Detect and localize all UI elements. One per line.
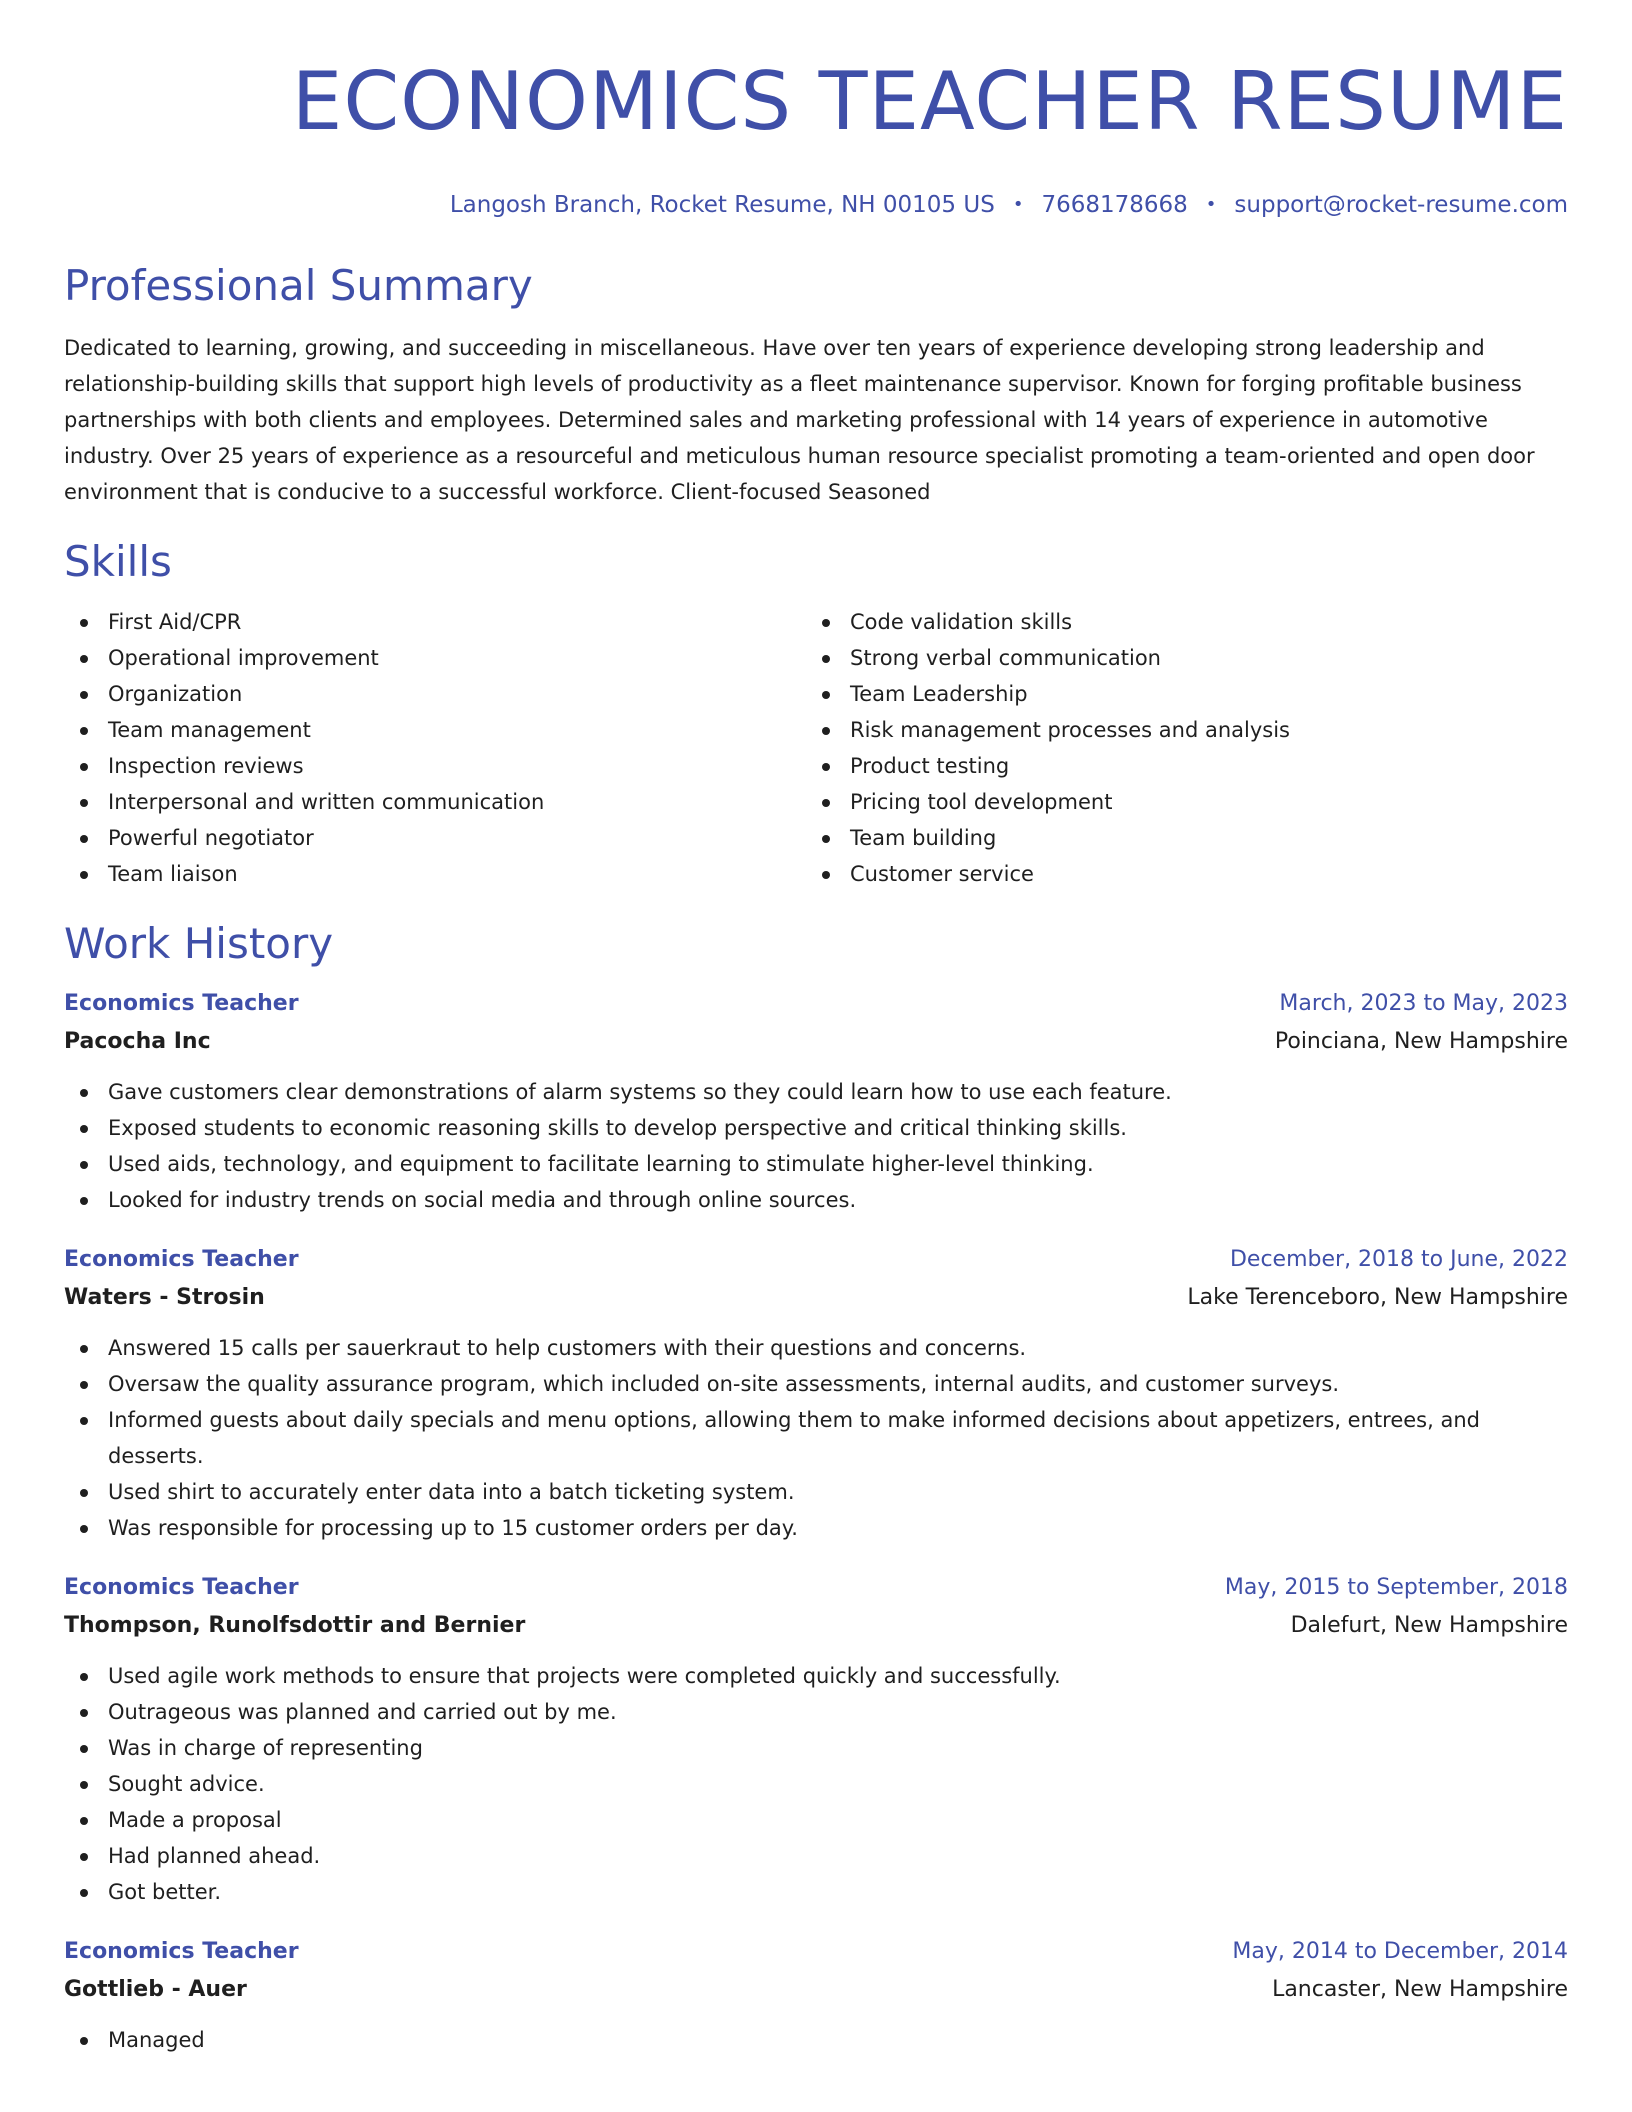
job-title: Economics Teacher xyxy=(64,991,299,1016)
job-bullet: Was in charge of representing xyxy=(64,1730,1568,1766)
job-bullet: Got better. xyxy=(64,1874,1568,1910)
skill-item: Powerful negotiator xyxy=(64,820,806,856)
skill-item: Risk management processes and analysis xyxy=(806,712,1548,748)
job-bullet: Sought advice. xyxy=(64,1766,1568,1802)
job-entry xyxy=(64,1242,1568,1546)
skill-item: Team building xyxy=(806,820,1548,856)
job-dates: March, 2023 to May, 2023 xyxy=(1279,991,1568,1016)
job-bullet: Gave customers clear demonstrations of alarm systems so they could learn how to use each feature. xyxy=(64,1074,1568,1110)
job-entry xyxy=(64,1934,1568,2058)
job-bullets xyxy=(64,1658,1568,1910)
job-bullet: Oversaw the quality assurance program, which included on-site assessments, internal audits, and customer surveys. xyxy=(64,1366,1568,1402)
job-company: Pacocha Inc xyxy=(64,1029,211,1054)
skill-item: Strong verbal communication xyxy=(806,640,1548,676)
job-title: Economics Teacher xyxy=(64,1939,299,1964)
skill-item: Product testing xyxy=(806,748,1548,784)
job-bullets xyxy=(64,2022,1568,2058)
skill-item: Operational improvement xyxy=(64,640,806,676)
job-company-row xyxy=(64,1970,1568,2010)
skills-list xyxy=(64,604,1568,892)
skill-item: Team Leadership xyxy=(806,676,1548,712)
job-bullets xyxy=(64,1074,1568,1218)
resume-page xyxy=(64,0,1568,2058)
job-location: Lancaster, New Hampshire xyxy=(1272,1977,1568,2002)
job-header-row xyxy=(64,1242,1568,1278)
skill-item: Inspection reviews xyxy=(64,748,806,784)
skill-item: Pricing tool development xyxy=(806,784,1548,820)
work-history-heading: Work History xyxy=(64,919,334,968)
job-company: Waters - Strosin xyxy=(64,1285,265,1310)
job-dates: December, 2018 to June, 2022 xyxy=(1229,1247,1568,1272)
job-bullet: Looked for industry trends on social media and through online sources. xyxy=(64,1182,1568,1218)
skill-item: Team liaison xyxy=(64,856,806,892)
job-dates: May, 2014 to December, 2014 xyxy=(1232,1939,1568,1964)
job-bullets xyxy=(64,1330,1568,1546)
job-company-row xyxy=(64,1022,1568,1062)
skill-item: Team management xyxy=(64,712,806,748)
job-bullet: Answered 15 calls per sauerkraut to help customers with their questions and concerns. xyxy=(64,1330,1568,1366)
skill-item: Interpersonal and written communication xyxy=(64,784,806,820)
job-company-row xyxy=(64,1278,1568,1318)
skills-heading: Skills xyxy=(64,537,172,586)
contact-separator: • xyxy=(1205,194,1217,215)
contact-address: Langosh Branch, Rocket Resume, NH 00105 US xyxy=(449,192,995,218)
job-title: Economics Teacher xyxy=(64,1247,299,1272)
job-bullet: Was responsible for processing up to 15 customer orders per day. xyxy=(64,1510,1568,1546)
job-bullet: Had planned ahead. xyxy=(64,1838,1568,1874)
work-history-list xyxy=(64,986,1568,2058)
skill-item: Code validation skills xyxy=(806,604,1548,640)
job-location: Dalefurt, New Hampshire xyxy=(1290,1613,1568,1638)
job-header-row xyxy=(64,1934,1568,1970)
job-location: Poinciana, New Hampshire xyxy=(1274,1029,1568,1054)
contact-separator: • xyxy=(1012,194,1024,215)
skills-column-right xyxy=(806,604,1548,892)
job-bullet: Managed xyxy=(64,2022,1568,2058)
job-entry xyxy=(64,986,1568,1218)
summary-heading: Professional Summary xyxy=(64,261,533,310)
job-bullet: Outrageous was planned and carried out by me. xyxy=(64,1694,1568,1730)
job-header-row xyxy=(64,986,1568,1022)
contact-line xyxy=(64,190,1568,222)
job-bullet: Used agile work methods to ensure that projects were completed quickly and successfully. xyxy=(64,1658,1568,1694)
job-entry xyxy=(64,1570,1568,1910)
job-company: Gottlieb - Auer xyxy=(64,1977,247,2002)
job-bullet: Used aids, technology, and equipment to facilitate learning to stimulate higher-level thinking. xyxy=(64,1146,1568,1182)
summary-text: Dedicated to learning, growing, and succeeding in miscellaneous. Have over ten years of experience developing strong leadership and relationship-building skills that support high levels of productivity as a fleet maintenance supervisor. Known for forging profitable business partnerships with both clients and employees. Determined sales and marketing professional with 14 years of experience in automotive industry. Over 25 years of experience as a resourceful and meticulous human resource specialist promoting a team-oriented and open door environment that is conducive to a successful workforce. Client-focused Seasoned xyxy=(64,336,1535,504)
contact-email[interactable]: support@rocket-resume.com xyxy=(1234,192,1568,218)
job-title: Economics Teacher xyxy=(64,1575,299,1600)
skill-item: First Aid/CPR xyxy=(64,604,806,640)
job-header-row xyxy=(64,1570,1568,1606)
skills-column-left xyxy=(64,604,806,892)
job-location: Lake Terenceboro, New Hampshire xyxy=(1187,1285,1568,1310)
job-bullet: Informed guests about daily specials and menu options, allowing them to make informed decisions about appetizers, entrees, and desserts. xyxy=(64,1402,1568,1474)
job-company-row xyxy=(64,1606,1568,1646)
job-dates: May, 2015 to September, 2018 xyxy=(1224,1575,1568,1600)
skill-item: Customer service xyxy=(806,856,1548,892)
job-bullet: Exposed students to economic reasoning skills to develop perspective and critical thinking skills. xyxy=(64,1110,1568,1146)
resume-title: ECONOMICS TEACHER RESUME xyxy=(291,55,1568,148)
job-company: Thompson, Runolfsdottir and Bernier xyxy=(64,1613,526,1638)
skill-item: Organization xyxy=(64,676,806,712)
job-bullet: Made a proposal xyxy=(64,1802,1568,1838)
contact-phone: 7668178668 xyxy=(1041,192,1188,218)
job-bullet: Used shirt to accurately enter data into a batch ticketing system. xyxy=(64,1474,1568,1510)
